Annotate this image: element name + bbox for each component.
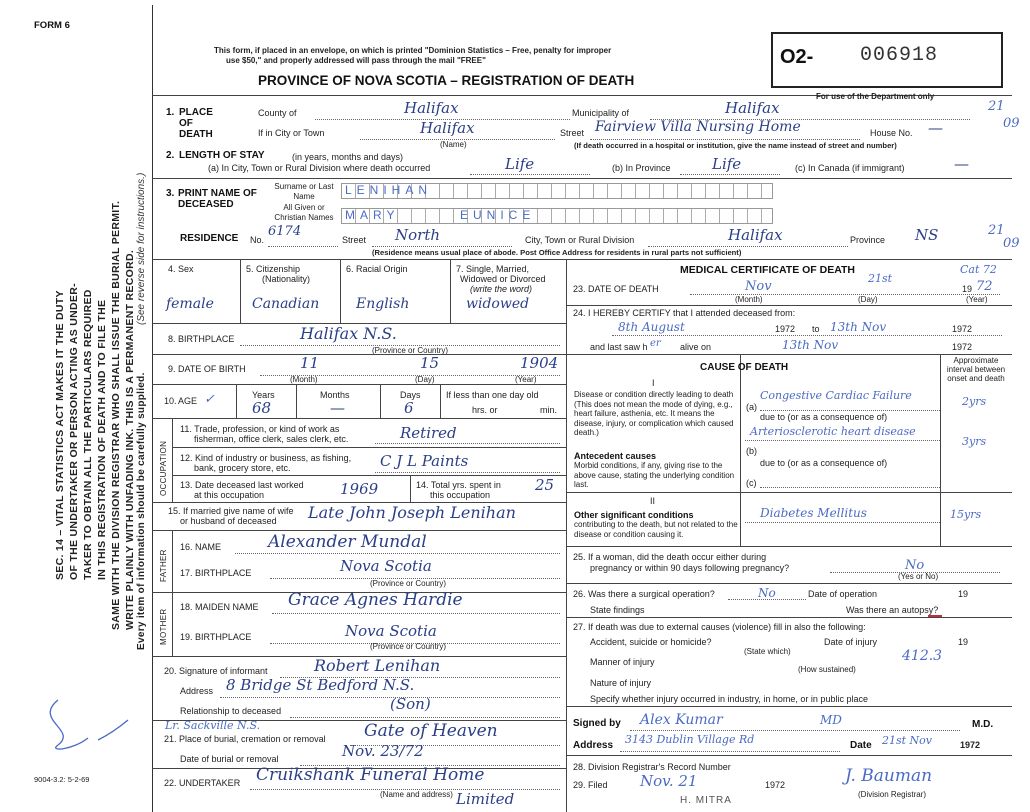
side-line4: IN THIS REGISTRATION OF DEATH AND TO FILE THE — [96, 299, 108, 580]
margin-signature-scribble — [28, 690, 148, 760]
reg-prefix: O2- — [780, 46, 814, 68]
cause-sec2: II — [650, 496, 656, 506]
occ-14a: 14. Total yrs. spent in — [416, 480, 501, 490]
age-div2 — [296, 384, 297, 418]
stay-num: 2. — [166, 150, 175, 161]
alive-value: 13th Nov — [782, 338, 839, 352]
residence-no: 6174 — [268, 224, 302, 239]
city-name-label: (Name) — [440, 140, 467, 149]
spouse-l1: 15. If married give name of wife — [168, 506, 294, 516]
certify-from-line — [612, 335, 1002, 336]
dept-code-d: 09 — [1003, 236, 1020, 251]
q27-state-label: (State which) — [744, 647, 791, 656]
cause-a-interval: 2yrs — [962, 395, 987, 408]
lastsaw-label: and last saw h — [590, 342, 648, 352]
given-label: All Given or Christian Names — [274, 203, 334, 222]
city-value: Halifax — [420, 119, 475, 137]
occ-11-value: Retired — [400, 424, 457, 442]
occ-12a: 12. Kind of industry or business, as fishing, — [180, 453, 352, 463]
given-value-2: EUNICE — [460, 208, 536, 222]
place-note: (If death occurred in a hospital or institution, give the name instead of street and number) — [574, 141, 897, 150]
mother-bp-sub: (Province or Country) — [370, 642, 447, 651]
mother-side: MOTHER — [159, 608, 168, 645]
father-name-label: 16. NAME — [180, 542, 222, 552]
cause-bottom — [566, 546, 1012, 547]
age-label: AGE — [178, 396, 198, 406]
dob-month: 11 — [300, 354, 320, 372]
birthplace-value: Halifax N.S. — [300, 324, 397, 343]
residence-street: North — [395, 226, 441, 244]
father-name: Alexander Mundal — [268, 532, 427, 552]
reg-sub: (Division Registrar) — [858, 790, 927, 799]
mother-name: Grace Agnes Hardie — [288, 590, 463, 610]
other-interval: 15yrs — [950, 508, 982, 521]
mother-name-label: 18. MAIDEN NAME — [180, 602, 259, 612]
certify-bottom — [566, 354, 1012, 355]
age-days: 6 — [404, 399, 414, 417]
cause-left-div — [740, 354, 741, 546]
pers-div2 — [340, 259, 341, 323]
q27-nature-label: Nature of injury — [590, 678, 652, 688]
q27-bottom — [566, 706, 1012, 707]
cause-right-div — [940, 354, 941, 546]
cause-due2: due to (or as a consequence of) — [760, 458, 888, 468]
residence-city: Halifax — [728, 226, 783, 244]
cause-c-line — [760, 487, 940, 488]
occ-13-value: 1969 — [340, 480, 379, 498]
age-days-l: Days — [400, 390, 421, 400]
age-check: ✓ — [204, 392, 215, 407]
stay-b-label: (b) In Province — [612, 163, 671, 173]
marital-value: widowed — [466, 296, 530, 312]
informant-rel-line — [290, 717, 560, 718]
occ-13a: 13. Date deceased last worked — [180, 480, 304, 490]
occ-12b: bank, grocery store, etc. — [194, 463, 291, 473]
marital-label1: 7. Single, Married, — [456, 264, 530, 274]
q27-manner-label: Manner of injury — [590, 657, 655, 667]
notice-line1: This form, if placed in an envelope, on which is printed "Dominion Statistics – Free, penalty for improper — [214, 46, 612, 55]
reg-mitra: H. MITRA — [680, 795, 732, 806]
father-bp-label: 17. BIRTHPLACE — [180, 568, 252, 578]
md-label: M.D. — [972, 719, 994, 730]
informant-rel: (Son) — [390, 695, 431, 713]
sig-date: 21st Nov — [882, 734, 933, 747]
dept-code-b: 09 — [1003, 116, 1020, 131]
cause-title: CAUSE OF DEATH — [700, 362, 789, 373]
reg-sig: J. Bauman — [845, 766, 933, 786]
sig-addr: 3143 Dublin Village Rd — [625, 733, 755, 746]
q26-findings-label: State findings — [590, 605, 645, 615]
dob-day-l: (Day) — [415, 375, 435, 384]
undertaker-value: Cruikshank Funeral Home — [256, 765, 485, 785]
stay-a-label: (a) In City, Town or Rural Division where death occurred — [208, 163, 431, 173]
side-line7: Every item of information should be carefully supplied. — [136, 372, 147, 650]
informant-addr-label: Address — [180, 686, 214, 696]
q25-value: No — [905, 558, 925, 573]
form-label: FORM 6 — [34, 20, 70, 31]
house-value: — — [928, 119, 943, 137]
dod-day: 21st — [868, 272, 893, 285]
place-label: PLACE OF DEATH — [179, 107, 213, 140]
side-line2: OF THE UNDERTAKER OR PERSON ACTING AS UNDER- — [68, 283, 80, 580]
dob-month-l: (Month) — [290, 375, 318, 384]
dod-label: 23. DATE OF DEATH — [573, 284, 659, 294]
dod-day-l: (Day) — [858, 295, 878, 304]
cause-sec1: I — [652, 378, 655, 388]
q25-label1: 25. If a woman, did the death occur either during — [573, 552, 767, 562]
dept-code-c: 21 — [988, 223, 1005, 238]
burial-place: Gate of Heaven — [364, 721, 498, 741]
burial-margin-note: Lr. Sackville N.S. — [165, 719, 261, 732]
racial-value: English — [356, 296, 410, 312]
q27-date-inj-label: Date of injury — [824, 637, 878, 647]
signed-md-hand: MD — [820, 713, 842, 727]
street-value: Fairview Villa Nursing Home — [595, 119, 801, 135]
dept-use-label: For use of the Department only — [816, 92, 935, 101]
surname-label: Surname or Last Name — [274, 182, 334, 201]
county-value: Halifax — [404, 99, 459, 117]
notice-line2: use $50," and properly addressed will pass through the mail "FREE" — [226, 56, 486, 65]
cause-a-line — [760, 410, 940, 411]
cause-b-label: (b) — [746, 446, 757, 456]
place-num: 1. — [166, 107, 175, 118]
spouse-l2: or husband of deceased — [180, 516, 277, 526]
cause-sec2-line — [566, 492, 1012, 493]
certify-label: 24. I HEREBY CERTIFY that I attended deceased from: — [573, 308, 796, 318]
occ-side: OCCUPATION — [159, 440, 168, 496]
occ-13-div — [410, 475, 411, 502]
stay-b-value: Life — [712, 155, 742, 173]
side-line1: SEC. 14 – VITAL STATISTICS ACT MAKES IT THE DUTY — [54, 290, 66, 580]
q26-bottom — [566, 617, 1012, 618]
cause-a-label: (a) — [746, 402, 757, 412]
street-line — [590, 139, 860, 140]
stay-bottom-line — [152, 178, 1012, 179]
age-months: — — [330, 399, 345, 417]
undertaker-label: 22. UNDERTAKER — [164, 778, 241, 788]
q25-bottom — [566, 583, 1012, 584]
mother-name-line — [272, 613, 560, 614]
reg-28: 28. Division Registrar's Record Number — [573, 762, 731, 772]
signed-value: Alex Kumar — [640, 712, 723, 728]
certify-to-label: to — [812, 324, 820, 334]
father-bp: Nova Scotia — [340, 557, 432, 575]
occ-11a: 11. Trade, profession, or kind of work as — [180, 424, 340, 434]
cause-direct-label: Disease or condition directly leading to death (This does not mean the mode of dying, e.g., heart failure, asthenia, etc. It means the disease, injury, or complication which caused death.) — [574, 390, 734, 437]
residence-province: NS — [915, 226, 939, 244]
undertaker-sub: (Name and address) — [380, 790, 453, 799]
marital-label3: (write the word) — [470, 284, 533, 294]
other-value: Diabetes Mellitus — [760, 506, 867, 520]
occ-11b: fisherman, office clerk, sales clerk, etc. — [194, 434, 349, 444]
informant-sig-label: 20. Signature of informant — [164, 666, 268, 676]
burial-date: Nov. 23/72 — [342, 742, 424, 760]
mother-bp: Nova Scotia — [345, 622, 437, 640]
residence-note: (Residence means usual place of abode. Post Office Address for residents in rural parts not sufficient) — [372, 248, 742, 257]
residence-bottom-line — [152, 259, 1012, 260]
given-boxes — [341, 208, 773, 224]
sig-date-label: Date — [850, 740, 872, 751]
cause-due1-line — [745, 440, 940, 441]
age-months-l: Months — [320, 390, 350, 400]
cause-b-value: Arteriosclerotic heart disease — [750, 425, 916, 438]
residence-street-line — [372, 246, 512, 247]
occ-side-div — [172, 418, 173, 502]
other-line — [745, 522, 940, 523]
dob-bottom — [152, 384, 566, 385]
q26-autopsy-label: Was there an autopsy? — [846, 605, 939, 615]
mid-divider — [566, 259, 567, 812]
q27-how-label: (How sustained) — [798, 665, 856, 674]
q26-value: No — [758, 586, 776, 600]
father-name-line — [235, 553, 560, 554]
side-line5: SAME WITH THE DIVISION REGISTRAR WHO SHALL ISSUE THE BURIAL PERMIT. — [110, 200, 122, 630]
age-div3 — [380, 384, 381, 418]
surname-value: LENIHAN — [345, 183, 433, 197]
marital-label2: Widowed or Divorced — [460, 274, 546, 284]
reg-yr: 1972 — [765, 780, 786, 790]
dob-day: 15 — [420, 354, 440, 372]
other-label: Other significant conditions — [574, 510, 694, 520]
age-hrs: hrs. or — [472, 405, 498, 415]
burial-label: 21. Place of burial, cremation or removal — [164, 734, 326, 744]
stay-sub: (in years, months and days) — [292, 152, 404, 162]
cause-b-interval: 3yrs — [962, 435, 987, 448]
dod-bottom — [566, 305, 1012, 306]
sig-yr: 1972 — [960, 740, 981, 750]
cause-c-label: (c) — [746, 478, 757, 488]
age-lt-label: If less than one day old — [446, 390, 539, 400]
q26-label: 26. Was there a surgical operation? — [573, 589, 715, 599]
dod-year: 72 — [976, 279, 993, 294]
age-bottom — [152, 418, 566, 419]
stay-a-value: Life — [505, 155, 535, 173]
q25-sub: (Yes or No) — [898, 572, 939, 581]
age-div4 — [440, 384, 441, 418]
father-side: FATHER — [159, 549, 168, 582]
antecedent-label: Antecedent causes — [574, 451, 657, 461]
municipality-value: Halifax — [725, 99, 780, 117]
bp-bottom — [152, 354, 566, 355]
q27-label: 27. If death was due to external causes (violence) fill in also the following: — [573, 622, 866, 632]
undertaker-value2: Limited — [456, 790, 515, 808]
age-num: 10. — [164, 396, 177, 406]
cause-approx: Approximate interval between onset and death — [946, 356, 1006, 383]
citizenship-label: 5. Citizenship — [246, 264, 301, 274]
cause-due1: due to (or as a consequence of) — [760, 412, 888, 422]
reg-number: 006918 — [860, 44, 939, 67]
municipality-label: Municipality of — [572, 108, 630, 118]
q27-specify-label: Specify whether injury occurred in industry, in home, or in public place — [590, 694, 868, 704]
stay-c-value: — — [954, 155, 969, 173]
racial-label: 6. Racial Origin — [346, 264, 408, 274]
q25-label2: pregnancy or within 90 days following pregnancy? — [590, 563, 790, 573]
age-years-l: Years — [252, 390, 275, 400]
form-title: PROVINCE OF NOVA SCOTIA – REGISTRATION OF DEATH — [258, 73, 635, 88]
stay-b-line — [680, 174, 780, 175]
other-sub: contributing to the death, but not related to the disease or condition causing it. — [574, 520, 738, 539]
dept-cat: Cat 72 — [960, 263, 997, 276]
dob-year: 1904 — [520, 354, 559, 372]
q27-code: 412.3 — [902, 648, 943, 664]
reg-filed: Nov. 21 — [640, 772, 698, 790]
dob-year-l: (Year) — [515, 375, 537, 384]
dod-year-prefix: 19 — [962, 284, 973, 294]
occ-11-line — [375, 443, 560, 444]
residence-city-line — [648, 246, 848, 247]
residence-province-label: Province — [850, 235, 886, 245]
birthplace-label: 8. BIRTHPLACE — [168, 334, 235, 344]
stay-label: LENGTH OF STAY — [179, 150, 265, 161]
informant-addr: 8 Bridge St Bedford N.S. — [226, 676, 415, 694]
spouse-value: Late John Joseph Lenihan — [308, 503, 516, 522]
given-value-1: MARY — [345, 208, 400, 222]
certify-from: 8th August — [618, 320, 685, 334]
dept-code-a: 21 — [988, 99, 1005, 114]
side-line6: WRITE PLAINLY WITH UNFADING INK. THIS IS A PERMANENT RECORD. — [124, 249, 136, 630]
occ-12-bottom — [172, 475, 566, 476]
name-label: PRINT NAME OF DECEASED — [178, 188, 257, 210]
certify-yr-b: 1972 — [952, 324, 973, 334]
city-label: If in City or Town — [258, 128, 325, 138]
age-years: 68 — [252, 399, 272, 417]
occ-13b: at this occupation — [194, 490, 265, 500]
sig-addr-label: Address — [573, 740, 614, 751]
medical-title: MEDICAL CERTIFICATE OF DEATH — [680, 264, 855, 276]
father-side-div — [172, 530, 173, 592]
occ-14b: this occupation — [430, 490, 491, 500]
informant-rel-label: Relationship to deceased — [180, 706, 282, 716]
cause-a-value: Congestive Cardiac Failure — [760, 389, 912, 402]
house-label: House No. — [870, 128, 913, 138]
q26-yr: 19 — [958, 589, 969, 599]
citizenship-value: Canadian — [252, 296, 320, 312]
certify-to: 13th Nov — [830, 320, 887, 334]
q27-yr: 19 — [958, 637, 969, 647]
burial-date-label: Date of burial or removal — [180, 754, 279, 764]
informant-sig: Robert Lenihan — [314, 656, 441, 675]
left-border-line — [152, 5, 153, 812]
residence-city-label: City, Town or Rural Division — [525, 235, 635, 245]
mother-side-div — [172, 592, 173, 656]
pers-div3 — [450, 259, 451, 323]
reg-29: 29. Filed — [573, 780, 608, 790]
dod-year-l: (Year) — [966, 295, 988, 304]
dob-label: 9. DATE OF BIRTH — [168, 364, 246, 374]
citizenship-sub: (Nationality) — [262, 274, 311, 284]
occ-12-line — [375, 472, 560, 473]
residence-no-line — [268, 246, 338, 247]
form-code: 9004-3.2: 5-2-69 — [34, 775, 90, 784]
pers-div1 — [240, 259, 241, 323]
name-num: 3. — [166, 188, 175, 199]
sex-label: 4. Sex — [168, 264, 194, 274]
birthplace-sub: (Province or Country) — [372, 346, 449, 355]
signed-line — [630, 730, 960, 731]
sig-bottom — [566, 755, 1012, 756]
father-bp-sub: (Province or Country) — [370, 579, 447, 588]
sig-addr-line — [620, 751, 840, 752]
alive-label: alive on — [680, 342, 712, 352]
age-div1 — [236, 384, 237, 418]
dod-month-l: (Month) — [735, 295, 763, 304]
stay-a-line — [470, 174, 590, 175]
certify-yr-a: 1972 — [775, 324, 796, 334]
sex-value: female — [166, 296, 214, 312]
occ-14-value: 25 — [535, 476, 555, 494]
stay-c-label: (c) In Canada (if immigrant) — [795, 163, 905, 173]
residence-label: RESIDENCE — [180, 233, 239, 244]
street-label: Street — [560, 128, 585, 138]
occ-11-bottom — [172, 447, 566, 448]
county-label: County of — [258, 108, 297, 118]
q27-accident-label: Accident, suicide or homicide? — [590, 637, 712, 647]
certify-yr-c: 1972 — [952, 342, 973, 352]
residence-no-label: No. — [250, 235, 265, 245]
spouse-bottom — [152, 530, 566, 531]
signed-label: Signed by — [573, 718, 621, 729]
occ-12-value: C J L Paints — [380, 452, 469, 470]
q26-date-label: Date of operation — [808, 589, 878, 599]
side-line3: TAKER TO OBTAIN ALL THE PARTICULARS REQUIRED — [82, 289, 94, 580]
residence-street-label: Street — [342, 235, 367, 245]
dod-month: Nov — [745, 279, 772, 294]
side-line8: (See reverse side for instructions.) — [136, 172, 147, 325]
age-min: min. — [540, 405, 558, 415]
antecedent-sub: Morbid conditions, if any, giving rise to the above cause, stating the underlying condition last. — [574, 461, 735, 489]
mother-bp-label: 19. BIRTHPLACE — [180, 632, 252, 642]
lastsaw-h: er — [650, 338, 661, 349]
